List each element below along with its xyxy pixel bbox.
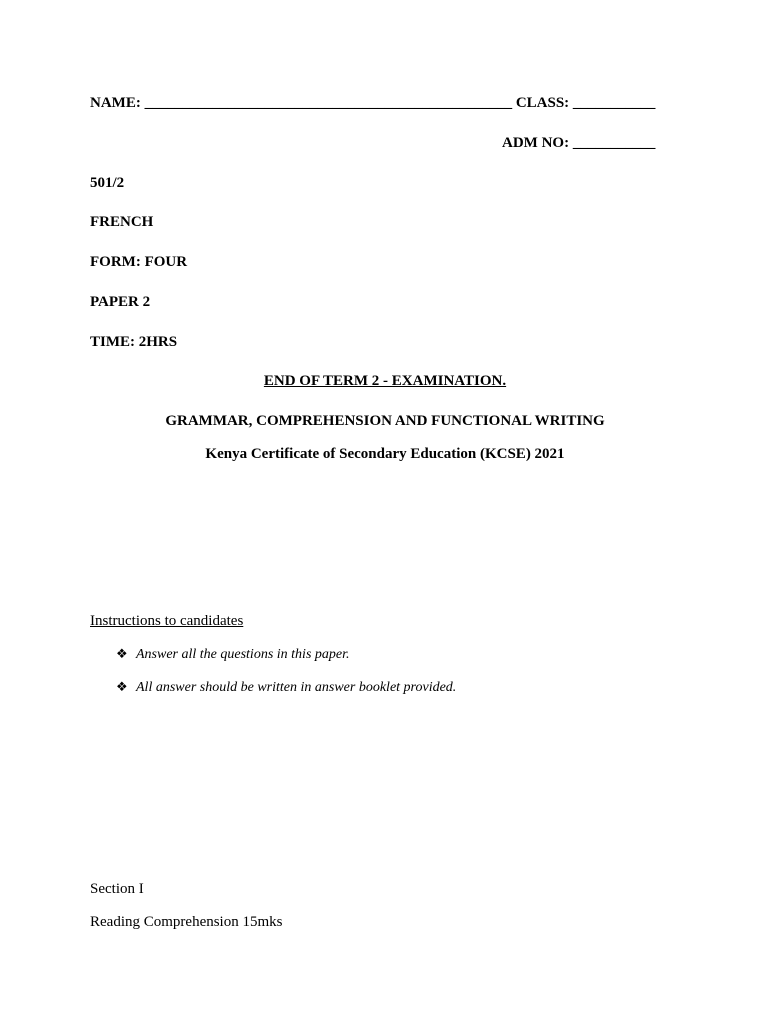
section-subtitle: Reading Comprehension 15mks	[90, 914, 283, 930]
subject: FRENCH	[90, 214, 154, 230]
section-label: Section I	[90, 881, 144, 897]
instruction-item	[116, 679, 456, 697]
form-level: FORM: FOUR	[90, 254, 188, 270]
exam-title: END OF TERM 2 - EXAMINATION.	[263, 373, 507, 389]
instruction-text: All answer should be written in answer booklet provided.	[136, 680, 457, 695]
diamond-bullet-icon: ❖	[116, 680, 128, 695]
paper-number: PAPER 2	[90, 294, 151, 310]
time-allowed: TIME: 2HRS	[90, 334, 178, 350]
diamond-bullet-icon: ❖	[116, 647, 128, 662]
adm-no-line: ADM NO: ___________	[502, 135, 656, 151]
name-class-line: NAME: _________________________________________________ CLASS: ___________	[90, 95, 656, 111]
certificate-line: Kenya Certificate of Secondary Education (KCSE) 2021	[205, 446, 565, 462]
paper-code: 501/2	[90, 175, 125, 191]
instruction-text: Answer all the questions in this paper.	[136, 647, 350, 662]
instruction-item	[116, 646, 350, 664]
instructions-heading: Instructions to candidates	[90, 613, 244, 629]
paper-title: GRAMMAR, COMPREHENSION AND FUNCTIONAL WRITING	[165, 413, 605, 429]
